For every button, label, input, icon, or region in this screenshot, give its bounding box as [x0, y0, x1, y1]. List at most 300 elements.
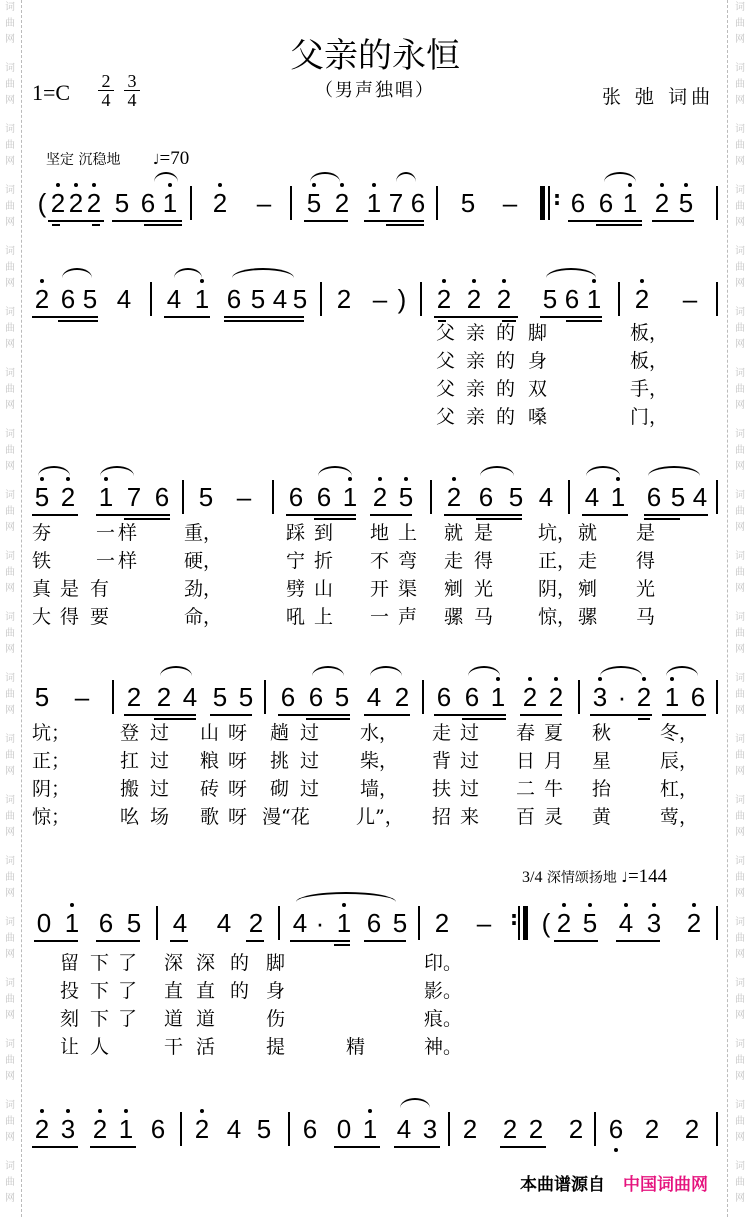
eighth-underline: [124, 714, 196, 716]
lyric-syllable: 星: [592, 750, 612, 772]
lyric-syllable: 登: [120, 722, 140, 744]
lyric-syllable: 了: [118, 1008, 138, 1030]
watermark-char: 词: [5, 429, 15, 440]
lyric-syllable: 深: [164, 952, 184, 974]
lyric-syllable: 手，: [630, 378, 669, 400]
note: 5: [82, 284, 98, 314]
note: 7: [126, 482, 142, 512]
slur-arc: [154, 172, 178, 182]
watermark-char: 词: [735, 2, 745, 13]
watermark-char: 曲: [735, 628, 745, 639]
eighth-underline: [568, 220, 642, 222]
note: 3: [422, 1114, 438, 1144]
watermark-char: 网: [5, 1010, 15, 1021]
note: 5: [292, 284, 308, 314]
lyric-syllable: 父: [436, 350, 456, 372]
watermark-char: 词: [5, 734, 15, 745]
barline: [716, 906, 718, 940]
bpm-value: =144: [627, 866, 668, 887]
tempo-marking-1: [46, 148, 189, 170]
watermark-char: 网: [735, 949, 745, 960]
octave-dot-high: [442, 279, 446, 283]
lyric-syllable: 直: [164, 980, 184, 1002]
eighth-underline: [164, 316, 210, 318]
eighth-underline: [286, 514, 356, 516]
octave-dot-high: [368, 1109, 372, 1113]
lyric-syllable: 大: [32, 606, 52, 628]
lyric-syllable: 吼: [286, 606, 306, 628]
watermark-char: 曲: [5, 689, 15, 700]
note: 3: [592, 682, 608, 712]
bpm-value: =70: [159, 148, 190, 169]
watermark-char: 网: [5, 1132, 15, 1143]
lyric-syllable: 来: [460, 806, 480, 828]
lyric-syllable: 身: [528, 350, 548, 372]
watermark-char: 词: [735, 795, 745, 806]
octave-dot-high: [592, 279, 596, 283]
lyric-syllable: 亲: [466, 378, 486, 400]
lyric-syllable: 马: [474, 606, 494, 628]
composer-credit: 张 弛 词曲: [602, 86, 715, 108]
lyric-syllable: 铁: [32, 550, 52, 572]
octave-dot-high: [342, 903, 346, 907]
note: 3: [60, 1114, 76, 1144]
tempo-marking-2: [522, 866, 667, 888]
slur-arc: [586, 466, 620, 476]
lyric-syllable: 要: [90, 606, 110, 628]
watermark-char: 曲: [5, 140, 15, 151]
eighth-underline: [96, 940, 140, 942]
watermark-char: 网: [735, 1071, 745, 1082]
margin-dashed-line-left: [21, 0, 22, 1217]
eighth-underline: [334, 1146, 380, 1148]
note: 5: [250, 284, 266, 314]
note: 5: [460, 188, 476, 218]
octave-dot-high: [642, 677, 646, 681]
song-subtitle: （男声独唱）: [315, 80, 435, 101]
lyric-syllable: 莺，: [660, 806, 699, 828]
watermark-char: 网: [5, 1193, 15, 1204]
lyric-syllable: 地: [370, 522, 390, 544]
slur-arc: [666, 666, 698, 676]
lyric-syllable: 过: [300, 722, 320, 744]
lyric-syllable: 场: [150, 806, 170, 828]
watermark-char: 网: [735, 156, 745, 167]
note: 5: [238, 682, 254, 712]
lyric-syllable: 门，: [630, 406, 669, 428]
lyric-syllable: 呀: [228, 722, 248, 744]
eighth-underline: [662, 714, 706, 716]
barline: [264, 680, 266, 714]
note: 2: [634, 284, 650, 314]
note: 2: [654, 188, 670, 218]
note: 2: [156, 682, 172, 712]
lyric-syllable: 弯: [398, 550, 418, 572]
watermark-char: 词: [735, 1039, 745, 1050]
lyric-syllable: 刻: [60, 1008, 80, 1030]
slur-arc: [648, 466, 700, 476]
watermark-char: 词: [5, 612, 15, 623]
note: 2: [86, 188, 102, 218]
note: 1: [664, 682, 680, 712]
watermark-char: 词: [5, 856, 15, 867]
watermark-char: 网: [5, 95, 15, 106]
lyric-syllable: 投: [60, 980, 80, 1002]
barline: [594, 1112, 596, 1146]
watermark-left: [0, 0, 20, 1217]
sixteenth-underline: [566, 320, 602, 322]
note: 2: [528, 1114, 544, 1144]
octave-dot-high: [66, 1109, 70, 1113]
note: 1: [194, 284, 210, 314]
lyric-syllable: 的: [496, 378, 516, 400]
octave-dot-high: [98, 1109, 102, 1113]
barline: [420, 282, 422, 316]
lyric-syllable: 就: [444, 522, 464, 544]
sixteenth-underline: [58, 320, 98, 322]
watermark-char: 网: [735, 278, 745, 289]
note: 2: [684, 1114, 700, 1144]
lyric-syllable: 得: [636, 550, 656, 572]
lyric-syllable: 山: [200, 722, 220, 744]
note: 1: [362, 1114, 378, 1144]
eighth-underline: [540, 316, 602, 318]
note: 5: [34, 482, 50, 512]
watermark-char: 网: [735, 461, 745, 472]
eighth-underline: [246, 940, 264, 942]
lyric-syllable: 骡: [578, 606, 598, 628]
note: 1: [490, 682, 506, 712]
barline: [272, 480, 274, 514]
watermark-char: 词: [735, 978, 745, 989]
barline: [716, 186, 718, 220]
note: 4: [116, 284, 132, 314]
watermark-char: 曲: [5, 262, 15, 273]
lyric-syllable: 亲: [466, 322, 486, 344]
octave-dot-high: [628, 183, 632, 187]
note: 6: [154, 482, 170, 512]
lyric-syllable: 二: [516, 778, 536, 800]
note: 6: [302, 1114, 318, 1144]
slur-arc: [310, 172, 340, 182]
lyric-syllable: 过: [150, 722, 170, 744]
watermark-char: 网: [5, 339, 15, 350]
lyric-syllable: 剜: [444, 578, 464, 600]
eighth-underline: [112, 220, 182, 222]
lyric-syllable: 走: [444, 550, 464, 572]
watermark-char: 网: [5, 949, 15, 960]
lyric-syllable: 粮: [200, 750, 220, 772]
lyric-syllable: 人: [90, 1036, 110, 1058]
barline: [156, 906, 158, 940]
watermark-char: 词: [735, 551, 745, 562]
lyric-syllable: 板，: [630, 322, 669, 344]
note: 4: [182, 682, 198, 712]
watermark-char: 曲: [5, 18, 15, 29]
key-signature: 1=C: [32, 80, 71, 105]
lyric-syllable: 骡: [444, 606, 464, 628]
lyric-syllable: 搬: [120, 778, 140, 800]
watermark-char: 曲: [735, 79, 745, 90]
watermark-char: 词: [735, 185, 745, 196]
note: 2: [68, 188, 84, 218]
eighth-underline: [444, 514, 522, 516]
lyric-syllable: 的: [496, 406, 516, 428]
source-site-link[interactable]: 中国词曲网: [623, 1175, 708, 1195]
sixteenth-underline: [92, 224, 100, 226]
barline: [190, 186, 192, 220]
eighth-underline: [48, 220, 104, 222]
barline: [716, 680, 718, 714]
repeat-end-barline: [523, 906, 528, 940]
lyric-syllable: 扛: [120, 750, 140, 772]
octave-dot-high: [218, 183, 222, 187]
source-credit: [520, 1170, 708, 1195]
lyric-syllable: 夯: [32, 522, 52, 544]
barline: [278, 906, 280, 940]
note: 2: [466, 284, 482, 314]
watermark-char: 曲: [5, 1177, 15, 1188]
lyric-syllable: 光: [474, 578, 494, 600]
note: 6: [598, 188, 614, 218]
octave-dot-high: [74, 183, 78, 187]
octave-dot-high: [660, 183, 664, 187]
watermark-char: 网: [735, 766, 745, 777]
lyric-syllable: 光: [636, 578, 656, 600]
lyric-syllable: 的: [496, 322, 516, 344]
watermark-char: 词: [5, 1039, 15, 1050]
watermark-char: 词: [5, 185, 15, 196]
note: 1: [366, 188, 382, 218]
note: 6: [316, 482, 332, 512]
lyric-syllable: 夏: [544, 722, 564, 744]
lyric-syllable: 下: [90, 952, 110, 974]
notation-symbol: ·: [315, 908, 325, 938]
lyric-syllable: 水，: [360, 722, 399, 744]
eighth-underline: [616, 940, 660, 942]
watermark-char: 网: [5, 888, 15, 899]
watermark-char: 网: [735, 34, 745, 45]
eighth-underline: [652, 220, 694, 222]
note: 2: [92, 1114, 108, 1144]
watermark-char: 网: [735, 1193, 745, 1204]
eighth-underline: [434, 714, 506, 716]
note: 0: [336, 1114, 352, 1144]
lyric-syllable: 过: [460, 778, 480, 800]
lyric-syllable: 硬，: [184, 550, 223, 572]
note: 6: [410, 188, 426, 218]
watermark-char: 词: [5, 1161, 15, 1172]
note: 2: [394, 682, 410, 712]
watermark-char: 曲: [735, 567, 745, 578]
watermark-char: 词: [735, 673, 745, 684]
watermark-char: 词: [735, 490, 745, 501]
lyric-syllable: 提: [266, 1036, 286, 1058]
quarter-note-icon: ♩: [621, 870, 628, 886]
lyric-syllable: 得: [60, 606, 80, 628]
barline: [150, 282, 152, 316]
source-label: 本曲谱源自: [520, 1175, 605, 1195]
watermark-char: 词: [5, 246, 15, 257]
lyric-syllable: 有: [90, 578, 110, 600]
note: 1: [336, 908, 352, 938]
note: 5: [212, 682, 228, 712]
eighth-underline: [96, 514, 170, 516]
note: 5: [34, 682, 50, 712]
watermark-char: 曲: [735, 1177, 745, 1188]
lyric-syllable: 伤: [266, 1008, 286, 1030]
eighth-underline: [582, 514, 628, 516]
lyric-syllable: 走: [432, 722, 452, 744]
sixteenth-underline: [596, 224, 642, 226]
note: 6: [288, 482, 304, 512]
lyric-syllable: 过: [300, 778, 320, 800]
eighth-underline: [370, 514, 412, 516]
lyric-syllable: 一: [96, 550, 116, 572]
lyric-syllable: 挑: [270, 750, 290, 772]
barline: [112, 680, 114, 714]
lyric-syllable: 劈: [286, 578, 306, 600]
octave-dot-low: [614, 1148, 618, 1152]
lyric-syllable: 身: [266, 980, 286, 1002]
watermark-char: 曲: [5, 628, 15, 639]
note: 6: [570, 188, 586, 218]
repeat-end-barline: [518, 906, 520, 940]
eighth-underline: [34, 940, 78, 942]
watermark-char: 词: [735, 1100, 745, 1111]
time-signature-2: 3 4: [124, 72, 140, 109]
lyric-syllable: 嗓: [528, 406, 548, 428]
note: 6: [98, 908, 114, 938]
octave-dot-high: [92, 183, 96, 187]
lyric-syllable: 脚: [528, 322, 548, 344]
note: 5: [126, 908, 142, 938]
lyric-syllable: 呀: [228, 806, 248, 828]
watermark-char: 网: [735, 1010, 745, 1021]
watermark-char: 词: [5, 1100, 15, 1111]
note: 2: [446, 482, 462, 512]
lyric-syllable: 惊；: [32, 806, 71, 828]
lyric-syllable: 坑，: [538, 522, 577, 544]
barline: [180, 1112, 182, 1146]
lyric-syllable: 开: [370, 578, 390, 600]
octave-dot-high: [452, 477, 456, 481]
lyric-syllable: 剜: [578, 578, 598, 600]
note: 5: [398, 482, 414, 512]
lyric-syllable: 月: [544, 750, 564, 772]
lyric-syllable: 过: [300, 750, 320, 772]
watermark-char: 曲: [735, 201, 745, 212]
octave-dot-high: [598, 677, 602, 681]
watermark-char: 词: [735, 307, 745, 318]
watermark-char: 词: [735, 734, 745, 745]
note: 6: [690, 682, 706, 712]
note: 4: [538, 482, 554, 512]
lyric-syllable: 山: [314, 578, 334, 600]
barline: [290, 186, 292, 220]
note: 5: [582, 908, 598, 938]
watermark-char: 曲: [5, 872, 15, 883]
lyric-syllable: 马: [636, 606, 656, 628]
note: 6: [608, 1114, 624, 1144]
notation-symbol: (: [541, 908, 551, 938]
note: 4: [172, 908, 188, 938]
sixteenth-underline: [52, 224, 60, 226]
watermark-char: 网: [735, 522, 745, 533]
watermark-char: 词: [5, 368, 15, 379]
octave-dot-high: [66, 477, 70, 481]
watermark-char: 曲: [735, 140, 745, 151]
note: 2: [34, 284, 50, 314]
eighth-underline: [590, 714, 652, 716]
lyric-syllable: 了: [118, 952, 138, 974]
lyric-syllable: 直: [196, 980, 216, 1002]
watermark-char: 网: [5, 522, 15, 533]
octave-dot-high: [652, 903, 656, 907]
eighth-underline: [170, 940, 188, 942]
note: 5: [306, 188, 322, 218]
lyric-syllable: 是: [474, 522, 494, 544]
note: 6: [280, 682, 296, 712]
note: 2: [686, 908, 702, 938]
lyric-syllable: 儿”，: [356, 806, 404, 828]
barline: [182, 480, 184, 514]
note: 6: [308, 682, 324, 712]
watermark-char: 词: [5, 307, 15, 318]
repeat-dots: :: [510, 906, 518, 930]
octave-dot-high: [340, 183, 344, 187]
lyric-syllable: 父: [436, 406, 456, 428]
eighth-underline: [224, 316, 304, 318]
lyric-syllable: 神。: [424, 1036, 463, 1058]
watermark-char: 网: [5, 1071, 15, 1082]
octave-dot-high: [40, 1109, 44, 1113]
note: 2: [436, 284, 452, 314]
watermark-char: 网: [5, 705, 15, 716]
watermark-char: 曲: [5, 1116, 15, 1127]
lyric-syllable: 背: [432, 750, 452, 772]
lyric-syllable: 亲: [466, 406, 486, 428]
slur-arc: [400, 1098, 430, 1108]
octave-dot-high: [684, 183, 688, 187]
eighth-underline: [210, 714, 252, 716]
watermark-char: 曲: [735, 811, 745, 822]
watermark-char: 词: [5, 124, 15, 135]
note: 2: [372, 482, 388, 512]
eighth-underline: [304, 220, 348, 222]
lyric-syllable: 灵: [544, 806, 564, 828]
lyric-syllable: 冬，: [660, 722, 699, 744]
lyric-syllable: 牛: [544, 778, 564, 800]
slur-arc: [318, 466, 352, 476]
watermark-char: 曲: [5, 933, 15, 944]
watermark-char: 网: [5, 278, 15, 289]
note: 2: [336, 284, 352, 314]
watermark-char: 曲: [735, 18, 745, 29]
watermark-char: 网: [735, 217, 745, 228]
lyric-syllable: 砌: [270, 778, 290, 800]
note: 5: [508, 482, 524, 512]
lyric-syllable: 坑；: [32, 722, 71, 744]
octave-dot-high: [554, 677, 558, 681]
watermark-char: 曲: [735, 689, 745, 700]
watermark-char: 词: [735, 368, 745, 379]
notation-symbol: ·: [617, 682, 627, 712]
note: 6: [60, 284, 76, 314]
lyric-syllable: 砖: [200, 778, 220, 800]
watermark-char: 网: [5, 583, 15, 594]
lyric-syllable: 得: [474, 550, 494, 572]
